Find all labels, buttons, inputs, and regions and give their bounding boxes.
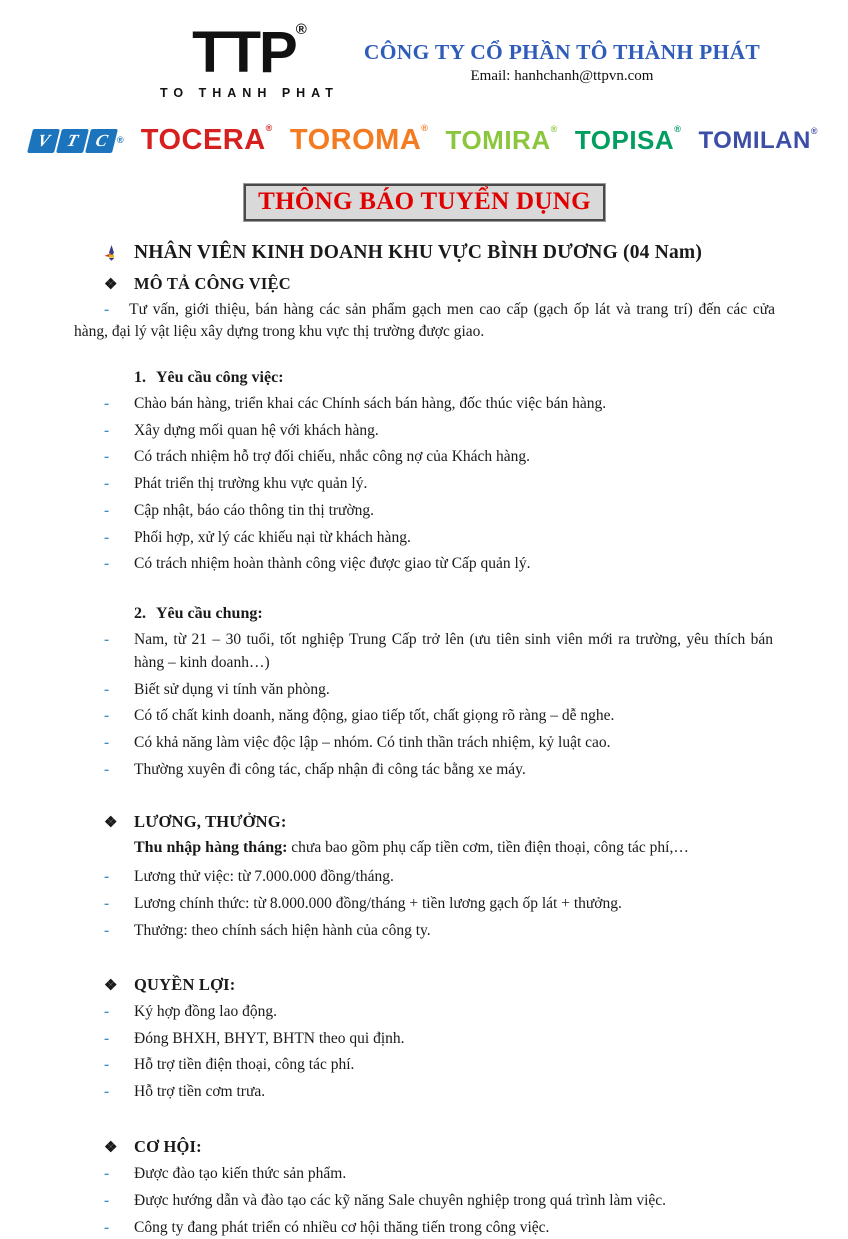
list-item — [74, 892, 775, 915]
brand-name: TOMIRA — [445, 125, 551, 155]
dash-bullet: - — [104, 1192, 110, 1210]
section-header-salary — [74, 812, 775, 832]
salary-list — [74, 865, 775, 942]
diamond-bullet-icon: ❖ — [104, 277, 118, 293]
list-item — [74, 919, 775, 942]
dash-bullet: - — [104, 1165, 110, 1183]
brand-logos-row — [30, 124, 818, 157]
dash-bullet: - — [104, 1002, 110, 1020]
subsection-header-general-requirements — [134, 605, 775, 623]
list-item-text: Xây dựng mối quan hệ với khách hàng. — [134, 421, 379, 439]
vtc-letter-box: T — [56, 129, 89, 153]
general-requirements-list — [74, 628, 775, 782]
list-item-text: Cập nhật, báo cáo thông tin thị trường. — [134, 501, 375, 519]
list-item-text: Phát triển thị trường khu vực quản lý. — [134, 475, 368, 493]
list-item-text: Được đào tạo kiến thức sản phẩm. — [134, 1165, 347, 1183]
brand-logo-tocera — [141, 124, 273, 157]
list-item-text: Nam, từ 21 – 30 tuổi, tốt nghiệp Trung Cấp trở lên (ưu tiên sinh viên mới ra trường, yêu thích bán hàng – kinh doanh…) — [134, 630, 773, 671]
list-item — [74, 1162, 775, 1185]
brand-logo-tomilan — [698, 127, 818, 155]
opportunities-list — [74, 1162, 775, 1239]
list-item — [74, 1053, 775, 1076]
registered-mark-icon: ® — [117, 134, 124, 145]
dash-bullet: - — [104, 528, 110, 546]
subsection-header-job-requirements — [134, 369, 775, 387]
ttp-logo — [160, 20, 339, 100]
salary-lead-line — [134, 836, 775, 860]
job-bullet-icon — [104, 245, 134, 261]
job-description-text: Tư vấn, giới thiệu, bán hàng các sản phẩm gạch men cao cấp (gạch ốp lát và trang trí) đến các cửa hàng, đại lý vật liệu xây dựng trong khu vực thị trường được giao. — [74, 301, 775, 341]
list-item-text: Lương chính thức: từ 8.000.000 đồng/tháng + tiền lương gạch ốp lát + thưởng. — [134, 894, 622, 912]
dash-bullet: - — [104, 301, 110, 318]
list-item — [74, 758, 775, 781]
brand-name: TOPISA — [574, 125, 675, 155]
benefits-list — [74, 1000, 775, 1104]
section-header-benefits — [74, 975, 775, 995]
list-item — [74, 472, 775, 495]
registered-mark-icon: ® — [550, 124, 558, 134]
job-title-row — [74, 242, 775, 264]
dash-bullet: - — [104, 921, 110, 939]
diamond-bullet-icon: ❖ — [104, 977, 118, 994]
job-description-paragraph — [74, 299, 775, 344]
list-item — [74, 1189, 775, 1212]
section-title: CƠ HỘI: — [134, 1137, 202, 1157]
list-item-text: Có trách nhiệm hoàn thành công việc được giao từ Cấp quản lý. — [134, 555, 531, 573]
vtc-letter-box: C — [85, 129, 118, 153]
ttp-logo-text — [160, 20, 339, 85]
job-requirements-list — [74, 392, 775, 576]
section-header-opportunities — [74, 1137, 775, 1157]
list-item-text: Được hướng dẫn và đào tạo các kỹ năng Sale chuyên nghiệp trong quá trình làm việc. — [134, 1192, 667, 1210]
company-block — [339, 24, 775, 85]
dash-bullet: - — [104, 1056, 110, 1074]
dash-bullet: - — [104, 1029, 110, 1047]
dash-bullet: - — [104, 421, 110, 439]
list-item-text: Thưởng: theo chính sách hiện hành của công ty. — [134, 921, 431, 939]
company-name: CÔNG TY CỔ PHẦN TÔ THÀNH PHÁT — [363, 40, 761, 64]
list-item — [74, 628, 775, 675]
registered-mark-icon: ® — [674, 124, 682, 134]
brand-name: TOROMA — [289, 124, 422, 156]
brand-name: TOMILAN — [698, 126, 811, 154]
dash-bullet: - — [104, 868, 110, 886]
salary-lead-bold: Thu nhập hàng tháng: — [134, 839, 288, 857]
company-email: Email: hanhchanh@ttpvn.com — [470, 68, 654, 84]
banner-row — [74, 184, 775, 221]
dash-bullet: - — [104, 501, 110, 519]
brand-logo-tomira — [446, 125, 558, 156]
list-item — [74, 704, 775, 727]
list-item-text: Biết sử dụng vi tính văn phòng. — [134, 680, 330, 698]
list-item-text: Có tố chất kinh doanh, năng động, giao tiếp tốt, chất giọng rõ ràng – dễ nghe. — [134, 707, 615, 725]
list-item-text: Ký hợp đồng lao động. — [134, 1002, 277, 1020]
section-header-job-description — [74, 274, 775, 294]
list-item-text: Hỗ trợ tiền điện thoại, công tác phí. — [134, 1056, 355, 1074]
dash-bullet: - — [104, 448, 110, 466]
registered-mark-icon: ® — [295, 21, 307, 38]
banner-title-text: THÔNG BÁO TUYỂN DỤNG — [258, 188, 591, 215]
brand-logo-toroma — [290, 124, 429, 157]
list-item-text: Đóng BHXH, BHYT, BHTN theo qui định. — [134, 1029, 405, 1047]
diamond-bullet-icon: ❖ — [104, 1140, 118, 1157]
list-item-text: Hỗ trợ tiền cơm trưa. — [134, 1083, 266, 1101]
salary-lead-text: chưa bao gồm phụ cấp tiền cơm, tiền điện thoại, công tác phí,… — [287, 839, 689, 857]
brand-name: TOCERA — [140, 124, 266, 156]
subsection-number: 1. — [134, 368, 146, 386]
list-item-text: Thường xuyên đi công tác, chấp nhận đi công tác bằng xe máy. — [134, 760, 526, 778]
list-item-text: Công ty đang phát triển có nhiều cơ hội thăng tiến trong công việc. — [134, 1218, 550, 1236]
dash-bullet: - — [104, 475, 110, 493]
list-item-text: Có khả năng làm việc độc lập – nhóm. Có tinh thần trách nhiệm, kỷ luật cao. — [134, 734, 611, 752]
list-item — [74, 1216, 775, 1239]
list-item — [74, 445, 775, 468]
list-item — [74, 731, 775, 754]
list-item-text: Có trách nhiệm hỗ trợ đối chiếu, nhắc công nợ của Khách hàng. — [134, 448, 531, 466]
dash-bullet: - — [104, 734, 110, 752]
dash-bullet: - — [104, 707, 110, 725]
brand-logo-vtc — [30, 129, 124, 153]
section-title: MÔ TẢ CÔNG VIỆC — [134, 274, 291, 293]
list-item-text: Chào bán hàng, triển khai các Chính sách bán hàng, đốc thúc việc bán hàng. — [134, 394, 607, 412]
dash-bullet: - — [104, 680, 110, 698]
ttp-logo-letters: TTP — [192, 20, 296, 85]
list-item — [74, 678, 775, 701]
list-item — [74, 1080, 775, 1103]
dash-bullet: - — [104, 555, 110, 573]
vtc-letter-box: V — [27, 129, 60, 153]
dash-bullet: - — [104, 630, 110, 648]
dash-bullet: - — [104, 394, 110, 412]
list-item — [74, 499, 775, 522]
brand-logo-topisa — [575, 125, 681, 156]
list-item — [74, 419, 775, 442]
section-title: QUYỀN LỢI: — [134, 974, 236, 994]
document-header — [74, 20, 775, 100]
list-item — [74, 865, 775, 888]
section-title: LƯƠNG, THƯỞNG: — [134, 812, 287, 832]
dash-bullet: - — [104, 1083, 110, 1101]
diamond-bullet-icon: ❖ — [104, 815, 118, 832]
subsection-title: Yêu cầu chung: — [156, 604, 263, 622]
dash-bullet: - — [104, 1218, 110, 1236]
list-item — [74, 392, 775, 415]
ttp-logo-subtext: TO THANH PHAT — [160, 86, 339, 100]
list-item-text: Phối hợp, xử lý các khiếu nại từ khách hàng. — [134, 528, 411, 546]
subsection-number: 2. — [134, 604, 146, 622]
banner-title — [244, 184, 605, 221]
list-item — [74, 526, 775, 549]
subsection-title: Yêu cầu công việc: — [156, 368, 284, 386]
list-item — [74, 552, 775, 575]
dash-bullet: - — [104, 760, 110, 778]
job-title: NHÂN VIÊN KINH DOANH KHU VỰC BÌNH DƯƠNG (04 Nam) — [134, 242, 703, 263]
list-item-text: Lương thử việc: từ 7.000.000 đồng/tháng. — [134, 868, 394, 886]
registered-mark-icon: ® — [810, 125, 818, 136]
registered-mark-icon: ® — [421, 123, 429, 133]
list-item — [74, 1000, 775, 1023]
dash-bullet: - — [104, 894, 110, 912]
list-item — [74, 1027, 775, 1050]
registered-mark-icon: ® — [265, 123, 273, 133]
